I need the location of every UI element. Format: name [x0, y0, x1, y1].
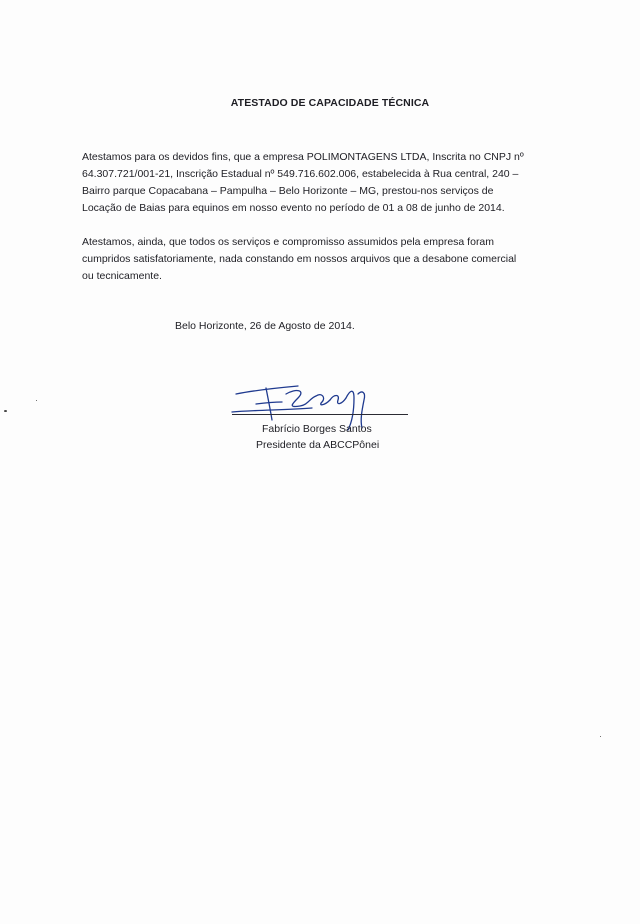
scan-speck: [600, 736, 601, 737]
document-title: ATESTADO DE CAPACIDADE TÉCNICA: [230, 97, 430, 109]
scan-speck: [36, 400, 37, 401]
paragraph-line: 64.307.721/001-21, Inscrição Estadual nº 549.716.602.006, estabelecida à Rua central, 240 –: [82, 168, 519, 180]
paragraph-attestation: [82, 149, 562, 217]
paragraph-line: ou tecnicamente.: [82, 270, 162, 282]
signature-line: [232, 414, 408, 415]
paragraph-line: Atestamos, ainda, que todos os serviços e compromisso assumidos pela empresa foram: [82, 236, 495, 248]
paragraph-line: Bairro parque Copacabana – Pampulha – Belo Horizonte – MG, prestou-nos serviços de: [82, 185, 494, 197]
paragraph-compliance: [82, 234, 562, 285]
signer-name: Fabrício Borges Santos: [262, 423, 372, 435]
scan-speck: [4, 410, 7, 412]
paragraph-line: Locação de Baias para equinos em nosso evento no período de 01 a 08 de junho de 2014.: [82, 202, 505, 214]
signer-role: Presidente da ABCCPônei: [256, 439, 380, 451]
paragraph-line: Atestamos para os devidos fins, que a empresa POLIMONTAGENS LTDA, Inscrita no CNPJ nº: [82, 151, 524, 163]
paragraph-line: cumpridos satisfatoriamente, nada constando em nossos arquivos que a desabone comercial: [82, 253, 517, 265]
place-and-date: Belo Horizonte, 26 de Agosto de 2014.: [175, 320, 355, 332]
